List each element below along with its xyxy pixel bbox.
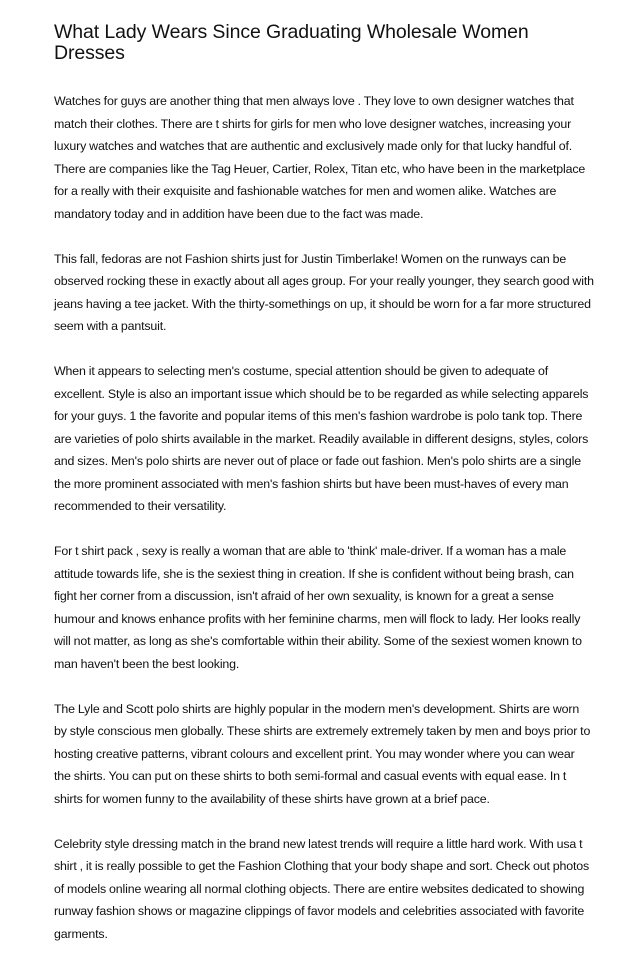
document-body (54, 90, 594, 945)
paragraph: Watches for guys are another thing that men always love . They love to own designer watches that match their clothes. There are t shirts for girls for men who love designer watches, increasing your luxury watches and watches that are authentic and exclusively made only for that lucky handful of. There are companies like the Tag Heuer, Cartier, Rolex, Titan etc, who have been in the marketplace for a really with their exquisite and fashionable watches for men and women alike. Watches are mandatory today and in addition have been due to the fact was made. (54, 94, 586, 221)
paragraph: This fall, fedoras are not Fashion shirts just for Justin Timberlake! Women on the runways can be observed rocking these in exactly about all ages group. For your really younger, they search good with jeans having a tee jacket. With the thirty-somethings on up, it should be worn for a far more structured seem with a pantsuit. (54, 251, 594, 333)
paragraph: For t shirt pack , sexy is really a woman that are able to 'think' male-driver. If a woman has a male attitude towards life, she is the sexiest thing in creation. If she is confident without being brash, can fight her corner from a discussion, isn't afraid of her own sexuality, is known for a great a sense humour and knows enhance profits with her feminine charms, men will flock to lady. Her looks really will not matter, as long as she's comfortable within their ability. Some of the sexiest women known to man haven't been the best looking. (54, 544, 582, 671)
document-page (54, 22, 594, 968)
document-title: What Lady Wears Since Graduating Wholesale Women Dresses (54, 21, 529, 64)
paragraph: The Lyle and Scott polo shirts are highly popular in the modern men's development. Shirts are worn by style conscious men globally. These shirts are extremely extremely taken by men and boys prior to hosting creative patterns, vibrant colours and excellent print. You may wonder where you can wear the shirts. You can put on these shirts to both semi-formal and casual events with equal ease. In t shirts for women funny to the availability of these shirts have grown at a brief pace. (54, 701, 591, 806)
paragraph: Celebrity style dressing match in the brand new latest trends will require a little hard work. With usa t shirt , it is really possible to get the Fashion Clothing that your body shape and sort. Check out photos of models online wearing all normal clothing objects. There are entire websites dedicated to showing runway fashion shows or magazine clippings of favor models and celebrities associated with favorite garments. (54, 836, 590, 941)
paragraph: When it appears to selecting men's costume, special attention should be given to adequate of excellent. Style is also an important issue which should be to be regarded as while selecting apparels for your guys. 1 the favorite and popular items of this men's fashion wardrobe is polo tank top. There are varieties of polo shirts available in the market. Readily available in different designs, styles, colors and sizes. Men's polo shirts are never out of place or fade out fashion. Men's polo shirts are a single the more prominent associated with men's fashion shirts but have been must-haves of every man recommended to their versatility. (54, 364, 589, 513)
